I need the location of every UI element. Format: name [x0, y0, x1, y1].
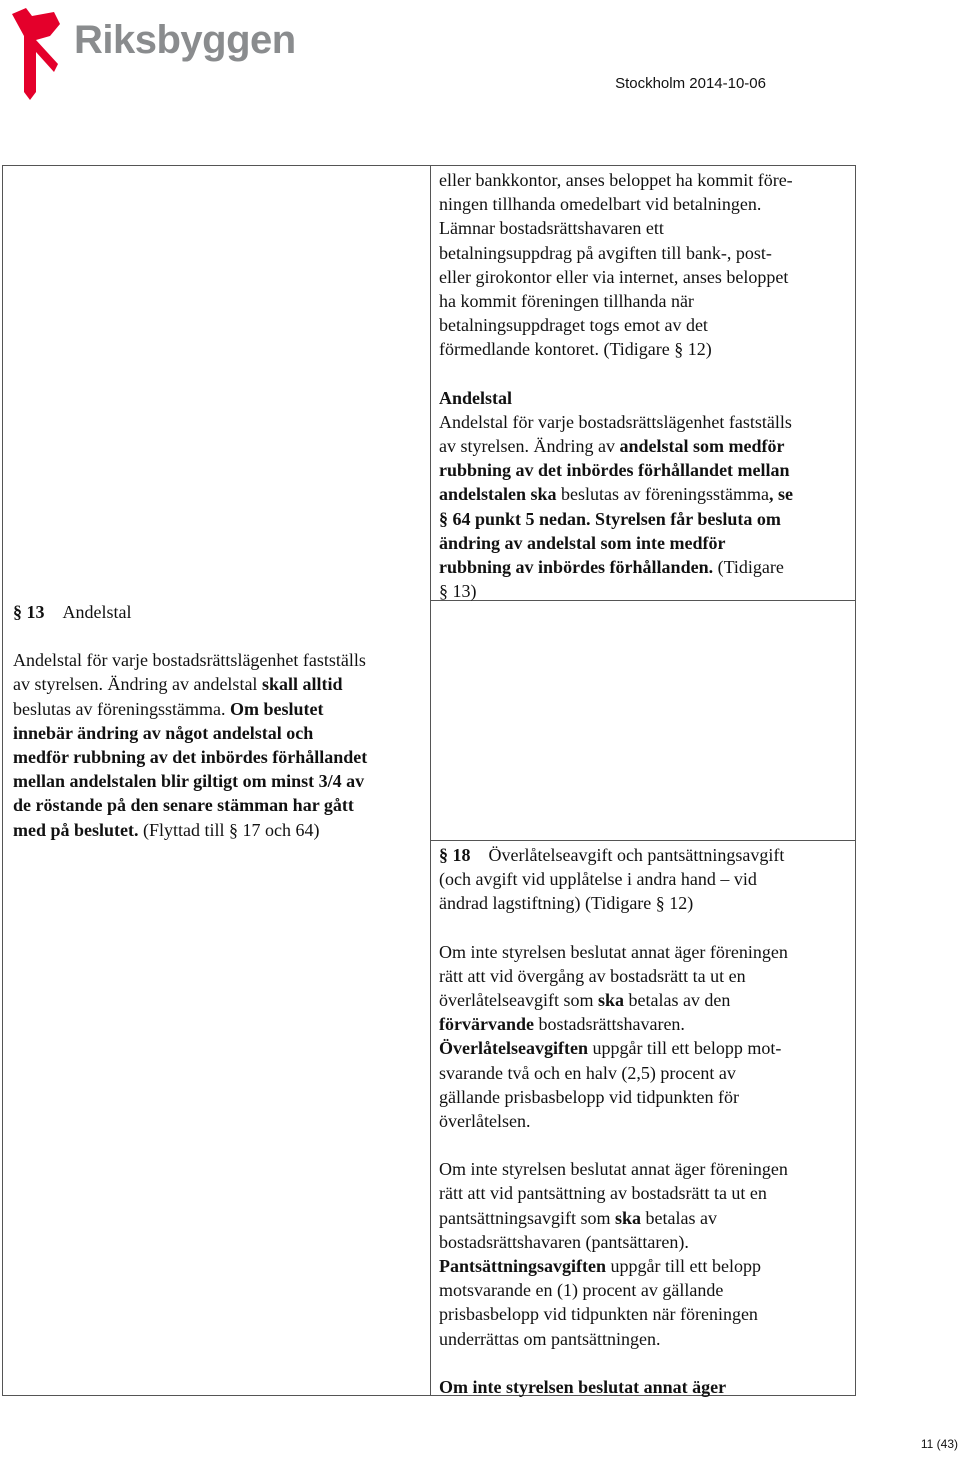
text-line: § 13)	[439, 581, 477, 602]
andelstal-title: Andelstal	[439, 387, 513, 408]
section-number: § 18	[439, 845, 471, 865]
text-line: rätt att vid pantsättning av bostadsrätt ta ut en	[439, 1183, 767, 1204]
text-line: Andelstal för varje bostadsrättslägenhet fastställs	[13, 650, 366, 671]
text-line: ändrad lagstiftning) (Tidigare § 12)	[439, 893, 694, 914]
right-column-bottom	[431, 841, 856, 1396]
text-line: motsvarande en (1) procent av gällande	[439, 1280, 724, 1301]
text-line: Om inte styrelsen beslutat annat äger föreningen	[439, 941, 788, 962]
section-18	[439, 843, 849, 1399]
text-line: rätt att vid övergång av bostadsrätt ta ut en	[439, 965, 746, 986]
text-line: ningen tillhanda omedelbart vid betalningen.	[439, 194, 762, 215]
page-number: 11 (43)	[920, 1437, 958, 1451]
brand-wordmark: Riksbyggen	[74, 18, 296, 62]
text-line: ändring av andelstal som inte medför	[439, 532, 726, 553]
text-line: Om inte styrelsen beslutat annat äger föreningen	[439, 1159, 788, 1180]
text-line: med på beslutet. (Flyttad till § 17 och 64)	[13, 819, 320, 840]
text-line: överlåtelsen.	[439, 1111, 531, 1132]
text-line: förmedlande kontoret. (Tidigare § 12)	[439, 339, 712, 360]
text-line: av styrelsen. Ändring av andelstal skall alltid	[13, 674, 343, 695]
text-line: innebär ändring av något andelstal och	[13, 722, 314, 743]
payment-paragraph	[439, 168, 849, 603]
text-line: av styrelsen. Ändring av andelstal som medför	[439, 436, 785, 457]
section-13-heading	[13, 600, 423, 624]
left-column	[2, 165, 431, 1396]
text-line: beslutas av föreningsstämma. Om beslutet	[13, 698, 324, 719]
text-line: överlåtelseavgift som ska betalas av den	[439, 990, 731, 1011]
text-line: andelstalen ska beslutas av föreningsstämma, se	[439, 484, 793, 505]
comparison-table	[2, 165, 856, 1396]
text-line: medför rubbning av det inbördes förhållandet	[13, 747, 368, 768]
riksbyggen-mark-icon	[10, 6, 66, 102]
text-line: rubbning av inbördes förhållanden. (Tidigare	[439, 557, 784, 578]
text-line: Andelstal för varje bostadsrättslägenhet fastställs	[439, 411, 792, 432]
text-line: Överlåtelseavgiften uppgår till ett belopp mot-	[439, 1038, 782, 1059]
text-line: rubbning av det inbördes förhållandet mellan	[439, 460, 790, 481]
text-line: betalningsuppdraget togs emot av det	[439, 315, 708, 336]
text-line: Om inte styrelsen beslutat annat äger	[439, 1376, 727, 1397]
section-title: Andelstal	[62, 602, 132, 622]
text-line: eller girokontor eller via internet, anses beloppet	[439, 266, 789, 287]
text-line: § 64 punkt 5 nedan. Styrelsen får besluta om	[439, 508, 781, 529]
text-line: förvärvande bostadsrättshavaren.	[439, 1014, 685, 1035]
text-line: pantsättningsavgift som ska betalas av	[439, 1207, 717, 1228]
text-line: (och avgift vid upplåtelse i andra hand – vid	[439, 869, 757, 890]
right-column-empty	[431, 601, 856, 841]
section-title: Överlåtelseavgift och pantsättningsavgift	[488, 845, 785, 865]
text-line: underrättas om pantsättningen.	[439, 1328, 661, 1349]
text-line: gällande prisbasbelopp vid tidpunkten för	[439, 1086, 739, 1107]
riksbyggen-logo	[10, 6, 310, 102]
text-line: de röstande på den senare stämman har gått	[13, 795, 354, 816]
right-column-top	[431, 165, 856, 601]
text-line: eller bankkontor, anses beloppet ha kommit före-	[439, 170, 793, 190]
text-line: prisbasbelopp vid tidpunkten när föreningen	[439, 1304, 758, 1325]
text-line: bostadsrättshavaren (pantsättaren).	[439, 1231, 689, 1252]
left-section-13	[13, 600, 423, 842]
section-18-heading	[439, 843, 849, 867]
section-number: § 13	[13, 602, 45, 622]
text-line: betalningsuppdrag på avgiften till bank-, post-	[439, 242, 772, 263]
text-line: mellan andelstalen blir giltigt om minst 3/4 av	[13, 771, 365, 792]
text-line: ha kommit föreningen tillhanda när	[439, 291, 694, 312]
text-line: Pantsättningsavgiften uppgår till ett belopp	[439, 1256, 761, 1277]
text-line: svarande två och en halv (2,5) procent av	[439, 1062, 736, 1083]
text-line: Lämnar bostadsrättshavaren ett	[439, 218, 664, 239]
document-date: Stockholm 2014-10-06	[615, 75, 766, 92]
